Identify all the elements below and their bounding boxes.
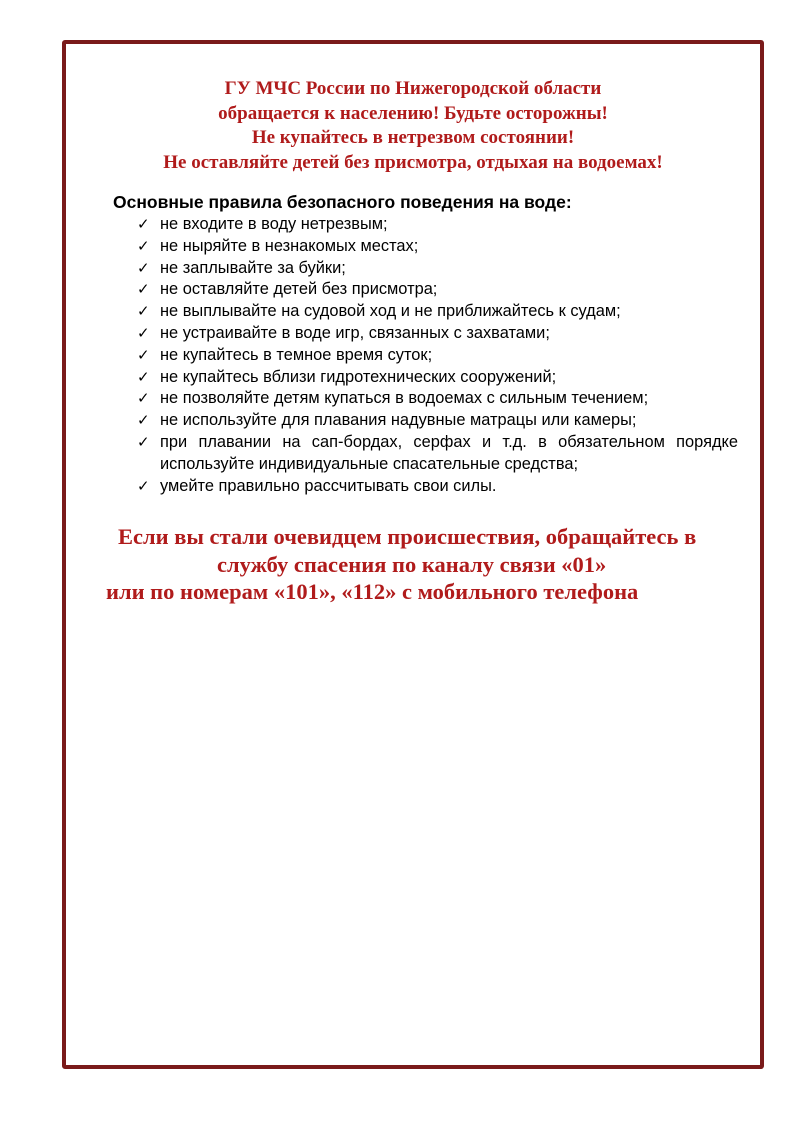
check-mark-icon: ✓ bbox=[137, 280, 150, 299]
rule-text: не входите в воду нетрезвым; bbox=[160, 215, 388, 233]
list-item bbox=[113, 476, 738, 498]
rule-text: не оставляйте детей без присмотра; bbox=[160, 280, 438, 299]
list-item bbox=[113, 214, 738, 236]
check-mark-icon: ✓ bbox=[137, 323, 150, 342]
header-line: Не оставляйте детей без присмотра, отдыхая на водоемах! bbox=[163, 151, 663, 173]
rule-text: не устраивайте в воде игр, связанных с захватами; bbox=[160, 323, 550, 342]
rule-text: умейте правильно рассчитывать свои силы. bbox=[160, 476, 497, 495]
check-mark-icon: ✓ bbox=[137, 432, 150, 451]
list-item bbox=[113, 323, 738, 345]
check-mark-icon: ✓ bbox=[137, 302, 150, 321]
header-line: обращается к населению! Будьте осторожны! bbox=[218, 102, 608, 124]
check-mark-icon: ✓ bbox=[137, 476, 150, 495]
footer-line: Если вы стали очевидцем происшествия, обращайтесь в bbox=[118, 524, 697, 549]
footer-line: или по номерам «101», «112» с мобильного телефона bbox=[106, 579, 639, 604]
check-mark-icon: ✓ bbox=[137, 345, 150, 364]
header-line: ГУ МЧС России по Нижегородской области bbox=[224, 78, 602, 99]
rule-text: не заплывайте за буйки; bbox=[160, 258, 346, 277]
list-item bbox=[113, 388, 738, 410]
list-item bbox=[113, 301, 738, 323]
check-mark-icon: ✓ bbox=[137, 258, 150, 277]
list-item bbox=[113, 432, 738, 476]
rule-text: не позволяйте детям купаться в водоемах с сильным течением; bbox=[160, 389, 649, 408]
list-item bbox=[113, 236, 738, 258]
rules-title: Основные правила безопасного поведения на воде: bbox=[113, 192, 572, 212]
rule-text: не купайтесь в темное время суток; bbox=[160, 345, 433, 364]
check-mark-icon: ✓ bbox=[137, 215, 150, 233]
list-item bbox=[113, 279, 738, 301]
check-mark-icon: ✓ bbox=[137, 389, 150, 408]
rule-text: при плавании на сап-бордах, серфах и т.д. в обязательном порядке используйте индивидуальные спасательные средства; bbox=[160, 432, 738, 473]
check-mark-icon: ✓ bbox=[137, 411, 150, 430]
check-mark-icon: ✓ bbox=[137, 236, 150, 255]
footer-line: службу спасения по каналу связи «01» bbox=[217, 551, 607, 577]
emergency-contact-notice bbox=[106, 523, 746, 606]
header-line: Не купайтесь в нетрезвом состоянии! bbox=[251, 127, 575, 148]
safety-rules-section bbox=[113, 191, 738, 497]
list-item bbox=[113, 345, 738, 367]
check-mark-icon: ✓ bbox=[137, 367, 150, 386]
rule-text: не ныряйте в незнакомых местах; bbox=[160, 236, 419, 255]
list-item bbox=[113, 367, 738, 389]
appeal-header bbox=[66, 77, 760, 175]
rule-text: не выплывайте на судовой ход и не приближайтесь к судам; bbox=[160, 302, 621, 321]
rules-list bbox=[113, 214, 738, 497]
list-item bbox=[113, 258, 738, 280]
list-item bbox=[113, 410, 738, 432]
rule-text: не купайтесь вблизи гидротехнических сооружений; bbox=[160, 367, 557, 386]
rule-text: не используйте для плавания надувные матрацы или камеры; bbox=[160, 411, 637, 430]
